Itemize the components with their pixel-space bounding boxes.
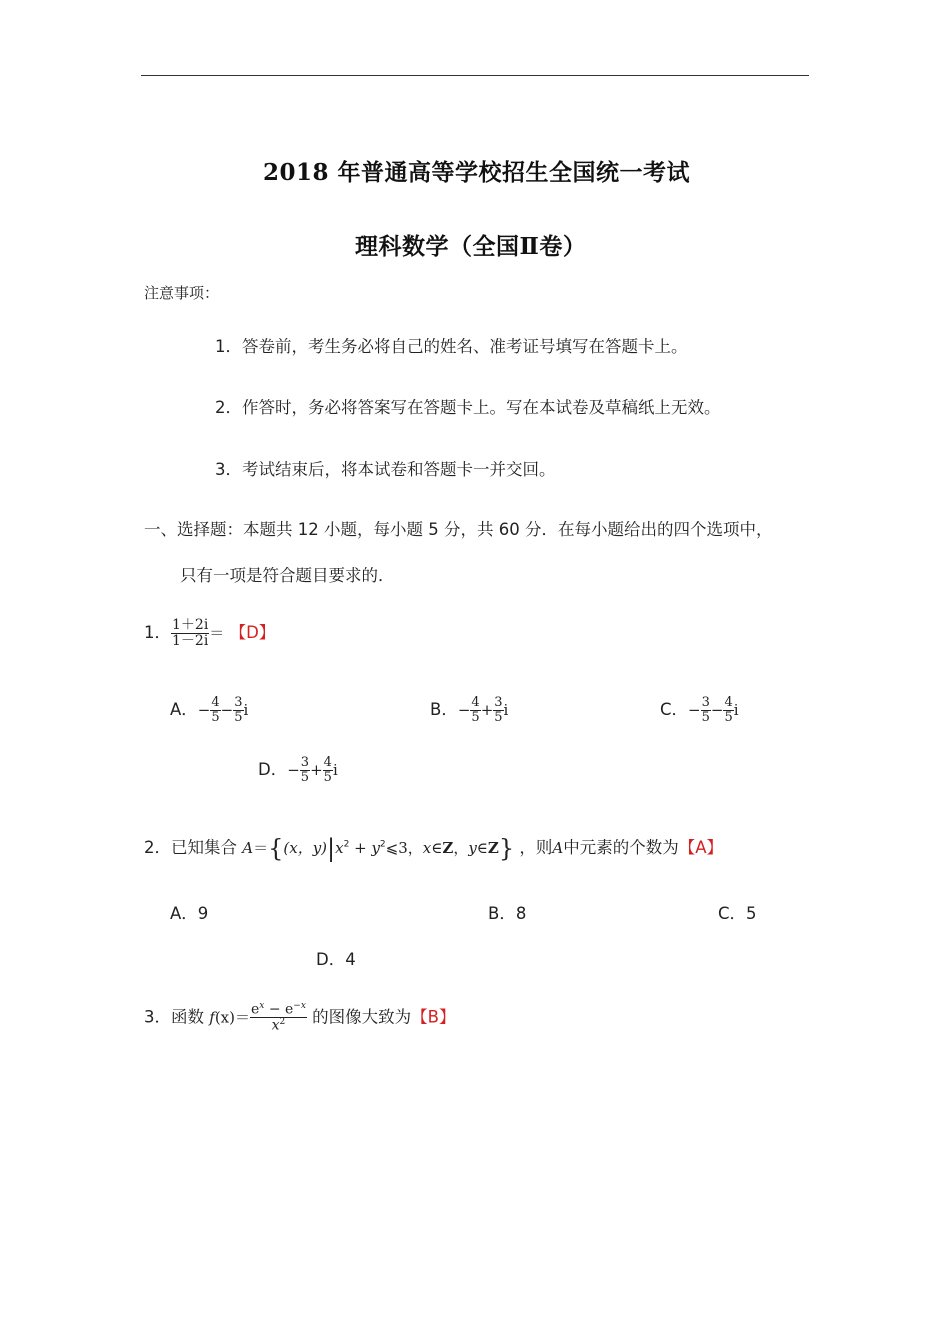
- suffix-pre: ，则: [519, 838, 553, 857]
- set-symbol: A: [552, 839, 564, 857]
- option-fraction-2: [723, 696, 733, 725]
- imaginary-unit: i: [503, 701, 509, 719]
- exp: 2: [379, 839, 386, 850]
- q3-fraction: [250, 1002, 307, 1034]
- e: e: [251, 1001, 260, 1018]
- option-label: C．: [660, 700, 689, 719]
- brace-open: {: [268, 834, 284, 863]
- question-2: [144, 834, 723, 863]
- frac-num: 4: [323, 755, 332, 771]
- imaginary-unit: i: [243, 701, 249, 719]
- q1-fraction: [171, 618, 209, 649]
- question-prefix: 函数: [171, 1007, 204, 1027]
- option-label: A．: [170, 700, 198, 719]
- option-operator: −: [710, 701, 724, 719]
- option-operator: +: [310, 761, 323, 779]
- integer-set: Z: [487, 839, 499, 857]
- equals-sign: ＝: [234, 1008, 250, 1027]
- q2-option-a: A．9: [170, 904, 209, 923]
- section-heading-line1: 一、选择题：本题共 12 小题，每小题 5 分，共 60 分．在每小题给出的四个选项中，: [144, 520, 773, 539]
- frac-den: 5: [211, 709, 220, 725]
- minus-e: − e: [264, 1001, 294, 1018]
- option-operator: −: [220, 701, 234, 719]
- frac-den: 5: [323, 769, 332, 785]
- option-sign: −: [457, 701, 471, 719]
- q3-denominator: [250, 1017, 307, 1034]
- question-3: [144, 1002, 456, 1034]
- q1-option-a: [170, 696, 248, 725]
- frac-den: 5: [494, 709, 503, 725]
- frac-num: 3: [234, 695, 243, 711]
- q1-numerator: 1＋2i: [172, 617, 209, 633]
- frac-den: 5: [234, 709, 243, 725]
- var-x: x: [335, 839, 344, 857]
- var-y: y: [371, 839, 380, 857]
- notice-heading: 注意事项：: [144, 284, 220, 302]
- frac-den: 5: [724, 709, 733, 725]
- frac-num: 3: [300, 755, 310, 771]
- question-number: 3．: [144, 1007, 171, 1027]
- set-symbol: A: [242, 839, 254, 857]
- frac-num: 3: [701, 695, 710, 711]
- frac-num: 4: [724, 695, 733, 711]
- header-rule: [141, 75, 809, 76]
- y-in: y∈: [468, 839, 488, 857]
- integer-set: Z: [442, 839, 454, 857]
- x-in: x∈: [422, 839, 443, 857]
- q1-denominator: 1－2i: [172, 632, 209, 649]
- question-suffix: 的图像大致为: [312, 1007, 412, 1027]
- question-prefix: 已知集合: [171, 838, 237, 857]
- option-sign: −: [688, 701, 701, 719]
- suffix-post: 中元素的个数为: [563, 838, 679, 857]
- equals-sign: ＝: [253, 839, 269, 857]
- option-fraction-1: [300, 756, 310, 785]
- x: x: [271, 1018, 280, 1034]
- frac-num: 3: [494, 695, 503, 711]
- exp: x: [259, 1001, 265, 1011]
- option-fraction-2: [233, 696, 243, 725]
- frac-den: 5: [701, 709, 710, 725]
- option-fraction-2: [493, 696, 503, 725]
- imaginary-unit: i: [332, 761, 338, 779]
- answer-badge: 【D】: [229, 623, 276, 643]
- notice-item-3: 3．考试结束后，将本试卷和答题卡一并交回。: [215, 460, 556, 479]
- page-subtitle: 理科数学（全国Ⅱ卷）: [355, 233, 587, 260]
- option-fraction-1: [470, 696, 480, 725]
- option-sign: −: [287, 761, 300, 779]
- exp: 2: [279, 1017, 286, 1028]
- q2-option-c: C．5: [718, 904, 757, 923]
- option-fraction-2: [323, 756, 333, 785]
- q2-option-d: D．4: [316, 950, 356, 969]
- answer-badge: 【B】: [411, 1007, 456, 1027]
- exp: −x: [293, 1001, 306, 1011]
- option-label: B．: [430, 700, 458, 719]
- option-fraction-1: [210, 696, 220, 725]
- brace-close: }: [498, 834, 515, 863]
- notice-item-1: 1．答卷前，考生务必将自己的姓名、准考证号填写在答题卡上。: [215, 337, 688, 356]
- q3-numerator: [250, 1002, 307, 1017]
- frac-num: 4: [471, 695, 480, 711]
- leq: ⩽3，: [385, 839, 423, 857]
- question-number: 2．: [144, 838, 171, 857]
- equals-sign: ＝: [209, 624, 225, 643]
- exp: 2: [343, 839, 350, 850]
- notice-item-2: 2．作答时，务必将答案写在答题卡上。写在本试卷及草稿纸上无效。: [215, 398, 721, 417]
- section-heading-line2: 只有一项是符合题目要求的．: [180, 566, 395, 585]
- imaginary-unit: i: [733, 701, 739, 719]
- separator-bar: |: [327, 834, 336, 863]
- q1-option-d: [258, 756, 338, 785]
- option-fraction-1: [701, 696, 711, 725]
- frac-num: 4: [211, 695, 220, 711]
- question-1: [144, 618, 275, 649]
- q2-option-b: B．8: [488, 904, 527, 923]
- answer-badge: 【A】: [678, 838, 724, 857]
- option-sign: −: [197, 701, 211, 719]
- pair: (x，y): [283, 839, 328, 857]
- q1-option-c: [660, 696, 739, 725]
- func-arg: (x): [214, 1008, 235, 1027]
- func-f: f: [209, 1008, 215, 1027]
- page-title: 2018 年普通高等学校招生全国统一考试: [263, 159, 691, 186]
- option-operator: +: [480, 701, 494, 719]
- question-number: 1．: [144, 623, 171, 643]
- q1-option-b: [430, 696, 508, 725]
- option-label: D．: [258, 760, 288, 779]
- frac-den: 5: [300, 769, 310, 785]
- frac-den: 5: [471, 709, 480, 725]
- comma: ，: [453, 839, 469, 857]
- plus: +: [349, 839, 372, 857]
